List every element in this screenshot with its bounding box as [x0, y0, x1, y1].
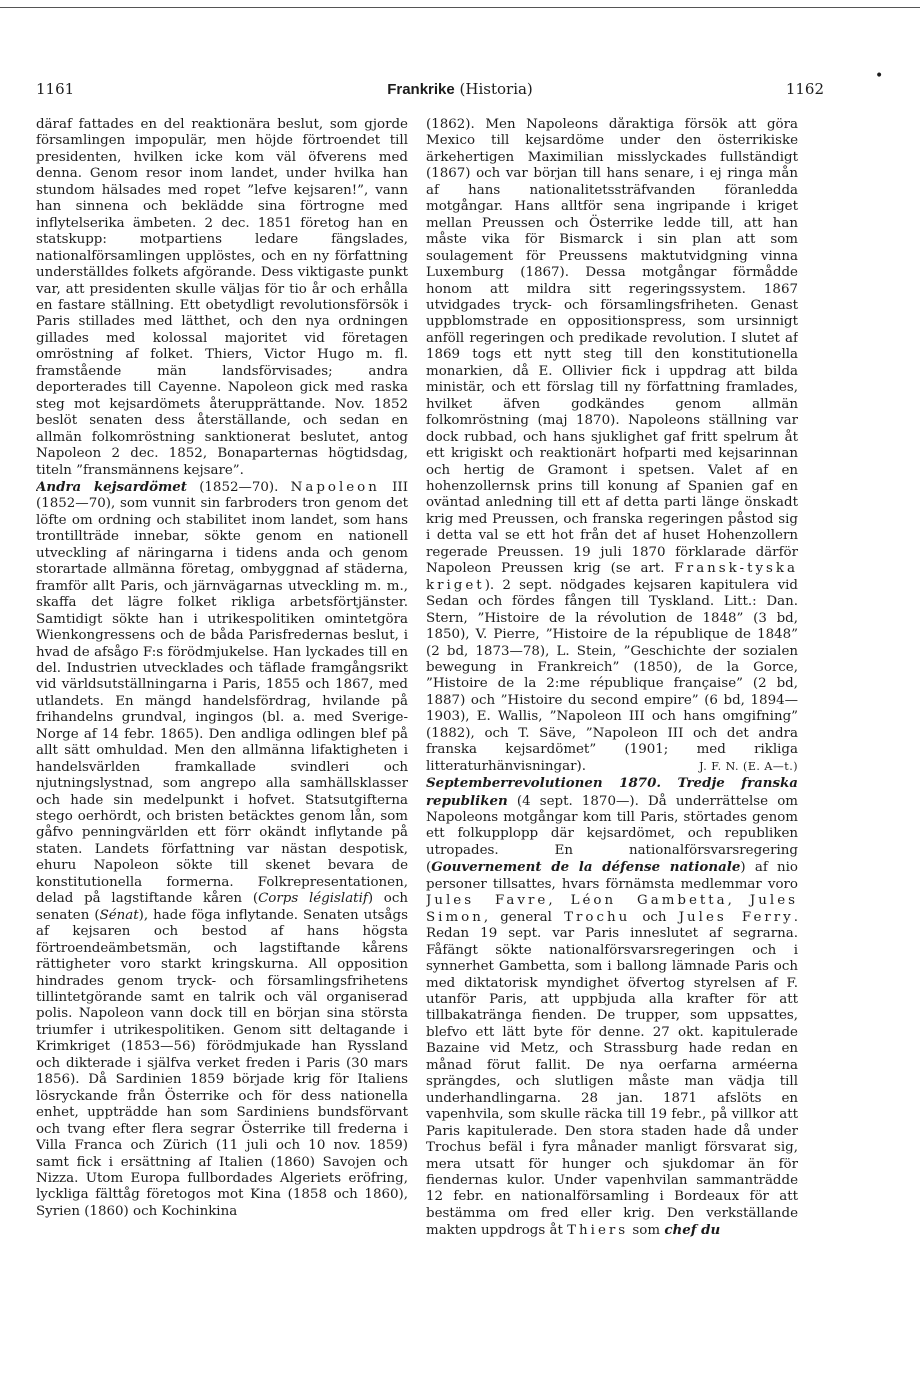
italic-term: Sénat [99, 907, 139, 923]
paragraph-text: ). 2 sept. nödgades kejsaren kapitulera vid Sedan och fördes fången till Tyskland. Litt.: Dan. Stern, ”Histoire de la révolution de 1848” (3 bd, 1850), V. Pierre, ”Histoire de la république de 1848” (2 bd, 1873—78), L. Stein, ”Geschichte der sozialen bewegung in Frankreich” (1850), de la Gorce, ”Histoire de la 2:me république française” (2 bd, 1887) och ”Histoire du second empire” (6 bd, 1894—1903), E. Wallis, ”Napoleon III och hans omgifning” (1882), och T. Säve, ”Napoleon III och det andra franska kejsardömet” (1901; med rikliga litteraturhänvisningar). [426, 577, 798, 774]
paragraph-2 [426, 775, 798, 1240]
column-left [36, 117, 408, 1367]
italic-term: chef du [664, 1222, 721, 1239]
paragraph-1 [426, 117, 798, 775]
paragraph-text: ) af nio personer tillsattes, hvars förnämsta medlemmar voro [426, 860, 798, 892]
paragraph-text: som [628, 1223, 665, 1239]
paragraph-text: däraf fattades en del reaktionära beslut, som gjorde församlingen impopulär, men höjde förtroendet till presidenten, hvilken icke kom väl öfverens med denna. Genom resor inom landet, under hvilka han stundom hälsades med ropet ”lefve kejsaren!”, vann han sinnena och beklädde sina förtrogne med inflytelserika ämbeten. 2 dec. 1851 företog han en statskupp: motpartiens ledare fängslades, nationalförsamlingen upplöstes, och en ny författning underställdes folkets afgörande. Dess viktigaste punkt var, att presidenten skulle väljas för tio år och erhålla en fastare ställning. Ett obetydligt revolutionsförsök i Paris stillades med lätthet, och den nya ordningen gillades med kolossal majoritet vid företagen omröstning af folket. Thiers, Victor Hugo m. fl. framstående män landsförvisades; andra deporterades till Cayenne. Napoleon gick med raska steg mot kejsardömets återupprättande. Nov. 1852 beslöt senaten dess återställande, och sedan en allmän folkomröstning sanktionerat beslutet, antog Napoleon 2 dec. 1852, Bonaparternas högtidsdag, titeln ”fransmännens kejsare”. [36, 117, 408, 478]
spaced-name: Jules Favre [426, 893, 549, 909]
page-number-left: 1161 [36, 80, 75, 98]
paragraph-text: och [630, 909, 679, 925]
punct: , [727, 893, 750, 909]
section-heading-andra-kejsardomet: Andra kejsardömet [36, 478, 187, 495]
paragraph-text: ), hade föga inflytande. Senaten utsågs af kejsaren och bestod af hans högsta förtroendeämbetsmän, och lagstiftande kårens rättigheter voro starkt kringskurna. All opposition hindrades genom tryck- och församlingsfrihetens tillintetgörande samt en talrik och väl organiserad polis. Napoleon vann dock till en början sina största triumfer i utrikespolitiken. Genom sitt deltagande i Krimkriget (1853—56) förödmjukade han Ryssland och dikterade i själfva verket freden i Paris (30 mars 1856). Då Sardinien 1859 började krig för Italiens lösryckande från Österrike och för dess nationella enhet, uppträdde han som Sardiniens bundsförvant och tvang efter flera segrar Österrike till frederna i Villa Franca och Zürich (11 juli och 10 nov. 1859) samt fick i ersättning af Italien (1860) Savojen och Nizza. Utom Europa fullbordades Algeriets eröfring, lyckliga fälttåg företogos mot Kina (1858 och 1860), Syrien (1860) och Kochinkina [36, 907, 408, 1219]
paragraph-text: ) och senaten ( [36, 891, 408, 923]
running-head-title: Frankrike [387, 81, 455, 98]
paragraph-text: III (1852—70), som vunnit sin farbroders tron genom det löfte om ordning och stabilitet inom landet, som hans trontillträde innebar, sökte genom en nationell utveckling af näringarna i tidens anda och genom storartade allmänna företag, ombyggnad af städerna, framför allt Paris, och järnvägarnas utveckling m. m., skaffa det lägre folket rikliga arbetsförtjänster. Samtidigt sökte han i utrikespolitiken omintetgöra Wienkongressens och de båda Parisfredernas beslut, i hvad de afsågo F:s förödmjukelse. Han lyckades till en del. Industrien utvecklades och täflade framgångsrikt vid världsutställningarna i Paris, 1855 och 1867, med utlandets. En mängd handelsfördrag, hvilande på frihandelns grundval, ingingos (bl. a. med Sverige-Norge af 14 febr. 1865). Den andliga odlingen blef på allt sätt omhuldad. Men den allmänna lifaktigheten i handelsvärlden framkallade svindleri och njutningslystnad, som angrepo alla samhällsklasser och hade sin medelpunkt i hofvet. Statsutgifterna stego oerhördt, och bristen betäcktes genom lån, som gåfvo penningvärlden ett förr okändt inflytande på staten. Landets författning var nästan despotisk, ehuru Napoleon sökte till skenet bevara de konstitutionella formerna. Folkrepresentationen, delad på lagstiftande kåren ( [36, 479, 408, 907]
margin-mark: • [875, 68, 884, 84]
paragraph-text: , general [483, 909, 565, 925]
spaced-term-fransk-tyska-kriget: Fransk-tyska kriget [426, 561, 798, 593]
spaced-name: Jules Simon [426, 893, 798, 925]
paragraph-2 [36, 479, 408, 1220]
paragraph-text: (1862). Men Napoleons dåraktiga försök att göra Mexico till kejsardöme under den österrikiske ärkehertigen Maximilian misslyckades fullständigt (1867) och var början till hans senare, i ej ringa mån af hans nationalitetssträfvanden föranledda motgångar. Hans alltför sena ingripande i kriget mellan Preussen och Österrike ledde till, att han måste vika för Bismarck i sin plan att som soulagement för Preussens maktutvidgning vinna Luxemburg (1867). Dessa motgångar förmådde honom att mildra sitt regeringssystem. 1867 utvidgades tryck- och församlingsfriheten. Genast uppblomstrade en oppositionspress, som ursinnigt anföll regeringen och predikade revolution. I slutet af 1869 togs ett nytt steg till den konstitutionella monarkien, då E. Ollivier fick i uppdrag att bilda ministär, och ett förslag till ny författning framlades, hvilket äfven godkändes genom allmän folkomröstning (maj 1870). Napoleons ställning var dock rubbad, och hans sjuklighet gaf fritt spelrum åt ett krigiskt och reaktionärt hofparti med kejsarinnan och hertig de Gramont i spetsen. Valet af en hohenzollernsk prins till konung af Spanien gaf en oväntad anledning till ett af detta parti länge önskadt krig med Preussen, och franska regeringen påstod sig i detta val se ett hot från det af huset Hohenzollern regerade Preussen. 19 juli 1870 förklarade därför Napoleon Preussen krig (se art. [426, 117, 798, 577]
punct: , [548, 893, 571, 909]
italic-term: Gouvernement de la défense nationale [431, 859, 741, 876]
spaced-name: Trochu [564, 909, 631, 925]
paragraph-text: (4 sept. 1870—). Då underrättelse om Napoleons motgångar kom till Paris, störtades genom ett folkupplopp där kejsardömet, och republiken utropades. En nationalförsvarsregering ( [426, 793, 798, 876]
column-right [426, 117, 798, 1367]
top-rule [0, 7, 920, 8]
paragraph-1 [36, 117, 408, 479]
paragraph-text: . Redan 19 sept. var Paris inneslutet af segrarna. Fåfängt sökte nationalförsvarsregeringen och i synnerhet Gambetta, som i ballong lämnade Paris och med diktatorisk myndighet öfvertog styrelsen af F. utanför Paris, att uppbjuda alla krafter för att tillbakatränga fienden. De trupper, som uppsattes, blefvo ett lätt byte för denne. 27 okt. kapitulerade Bazaine vid Metz, och Strassburg hade redan en månad förut fallit. De nya oerfarna arméerna sprängdes, och slutligen måste man vädja till underhandlingarna. 28 jan. 1871 afslöts en vapenhvila, som skulle räcka till 19 febr., på villkor att Paris kapitulerade. Den stora staden hade då under Trochus befäl i fyra månader manligt försvarat sig, mera utsatt för hunger och sjukdomar än för fiendernas kulor. Under vapenhvilan sammanträdde 12 febr. en nationalförsamling i Bordeaux för att bestämma om fred eller krig. Den verkställande makten uppdrogs åt [426, 909, 798, 1239]
section-years: (1852—70). [186, 479, 291, 495]
section-heading-septemberrevolutionen: Septemberrevolutionen 1870. Tredje franska republiken [426, 775, 798, 809]
spaced-name-napoleon: Napoleon [290, 479, 380, 495]
spaced-name: Léon Gambetta [570, 893, 728, 909]
running-head [0, 80, 920, 99]
author-signature: J. F. N. (E. A—t.) [699, 759, 798, 773]
italic-term: Corps législatif [258, 891, 368, 907]
page-number-right: 1162 [785, 80, 824, 98]
running-head-subtitle: (Historia) [459, 80, 533, 98]
spaced-name: Thiers [567, 1223, 629, 1239]
spaced-name: Jules Ferry [678, 909, 794, 925]
